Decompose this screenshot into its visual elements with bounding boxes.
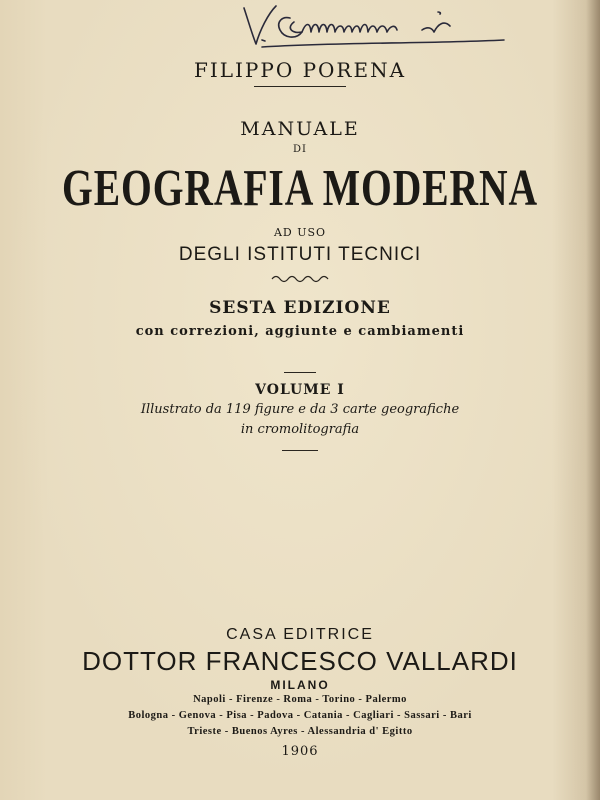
author-underline-divider [254,86,346,87]
branch-cities-line1: Napoli - Firenze - Roma - Torino - Palermo [193,694,407,705]
publisher-city: MILANO [270,678,330,692]
edition-note: con correzioni, aggiunte e cambiamenti [135,324,465,339]
subtitle-intro: AD USO [273,226,327,239]
publisher-label: CASA EDITRICE [226,626,374,643]
author-name: FILIPPO PORENA [193,58,407,82]
branch-cities-line3: Trieste - Buenos Ayres - Alessandria d' Egitto [187,726,413,737]
edition-label: SESTA EDIZIONE [209,298,391,318]
wavy-ornament-divider [270,274,330,284]
publisher-name: DOTTOR FRANCESCO VALLARDI [82,646,518,676]
illustration-note-line1: Illustrato da 119 figure e da 3 carte geografiche [140,402,460,417]
main-title: GEOGRAFIA MODERNA [62,159,538,217]
section-divider-lower [282,450,318,451]
handwritten-signature [232,0,522,52]
title-connector: DI [293,144,307,155]
section-divider [284,372,316,373]
subtitle-audience: DEGLI ISTITUTI TECNICI [178,244,422,265]
publication-year: 1906 [281,744,319,759]
branch-cities-line2: Bologna - Genova - Pisa - Padova - Catania - Cagliari - Sassari - Bari [128,710,472,721]
title-prefix: MANUALE [240,118,360,140]
illustration-note-line2: in cromolitografia [240,422,360,437]
volume-label: VOLUME I [255,382,345,398]
